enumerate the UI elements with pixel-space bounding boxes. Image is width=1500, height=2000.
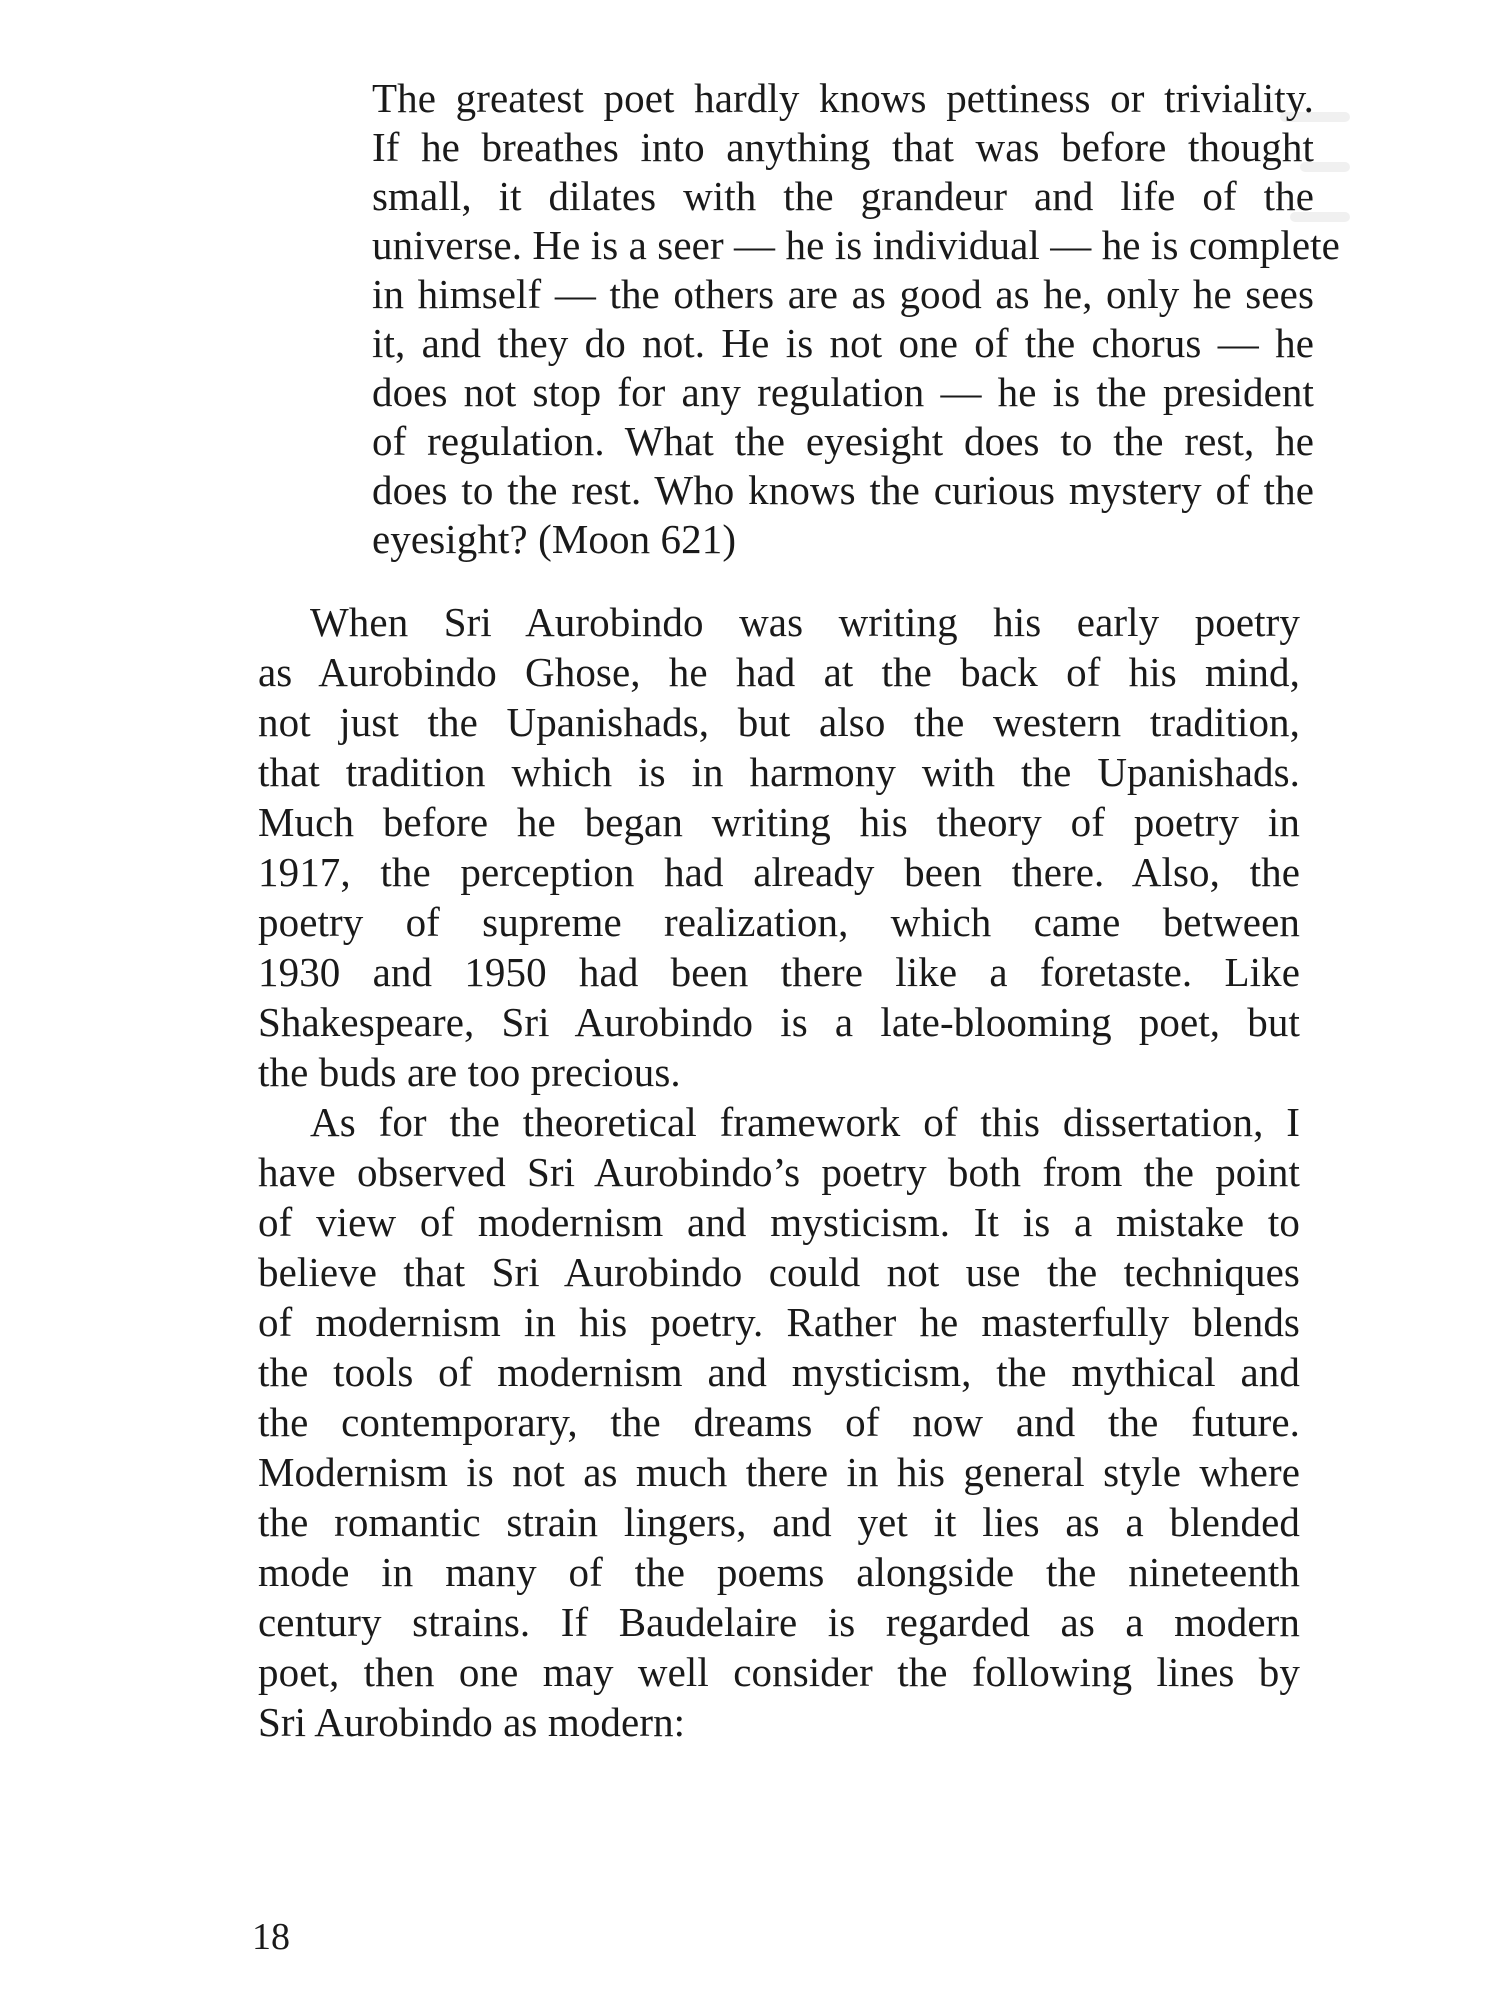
paragraph-line: Shakespeare, Sri Aurobindo is a late-blooming poet, but (258, 999, 1300, 1045)
paragraph-line: the tools of modernism and mysticism, the mythical and (258, 1349, 1300, 1395)
paragraph-line: poetry of supreme realization, which came between (258, 899, 1300, 945)
paragraph-line: of view of modernism and mysticism. It is a mistake to (258, 1199, 1300, 1245)
paragraph-line: When Sri Aurobindo was writing his early poetry (310, 599, 1300, 645)
paragraph-line: Much before he began writing his theory of poetry in (258, 799, 1300, 845)
page-number: 18 (252, 1916, 290, 1958)
paragraph-line: believe that Sri Aurobindo could not use the techniques (258, 1249, 1300, 1295)
paragraph-line: have observed Sri Aurobindo’s poetry both from the point (258, 1149, 1300, 1195)
quote-line: does to the rest. Who knows the curious mystery of the (372, 467, 1314, 513)
quote-line: in himself — the others are as good as he, only he sees (372, 271, 1314, 317)
paragraph-line: Sri Aurobindo as modern: (258, 1699, 686, 1745)
quote-line: eyesight? (Moon 621) (372, 516, 737, 562)
paragraph-line: the contemporary, the dreams of now and the future. (258, 1399, 1300, 1445)
quote-line: of regulation. What the eyesight does to the rest, he (372, 418, 1314, 464)
paragraph-line: 1930 and 1950 had been there like a foretaste. Like (258, 949, 1300, 995)
quote-line: it, and they do not. He is not one of the chorus — he (372, 320, 1314, 366)
paragraph-line: 1917, the perception had already been there. Also, the (258, 849, 1300, 895)
paragraph-line: As for the theoretical framework of this dissertation, I (310, 1099, 1300, 1145)
quote-line: The greatest poet hardly knows pettiness or triviality. (372, 75, 1314, 121)
paragraph-line: not just the Upanishads, but also the western tradition, (258, 699, 1300, 745)
paragraph-line: century strains. If Baudelaire is regarded as a modern (258, 1599, 1300, 1645)
paragraph-line: of modernism in his poetry. Rather he masterfully blends (258, 1299, 1300, 1345)
paragraph-line: the romantic strain lingers, and yet it lies as a blended (258, 1499, 1300, 1545)
quote-line: universe. He is a seer — he is individual — he is complete (372, 222, 1340, 268)
paragraph-line: poet, then one may well consider the following lines by (258, 1649, 1300, 1695)
paragraph-line: the buds are too precious. (258, 1049, 681, 1095)
quote-line: does not stop for any regulation — he is the president (372, 369, 1314, 415)
paragraph-line: mode in many of the poems alongside the nineteenth (258, 1549, 1300, 1595)
paragraph-line: that tradition which is in harmony with the Upanishads. (258, 749, 1300, 795)
quote-line: If he breathes into anything that was before thought (372, 124, 1314, 170)
paragraph-line: as Aurobindo Ghose, he had at the back of his mind, (258, 649, 1300, 695)
quote-line: small, it dilates with the grandeur and life of the (372, 173, 1314, 219)
paragraph-line: Modernism is not as much there in his general style where (258, 1449, 1300, 1495)
